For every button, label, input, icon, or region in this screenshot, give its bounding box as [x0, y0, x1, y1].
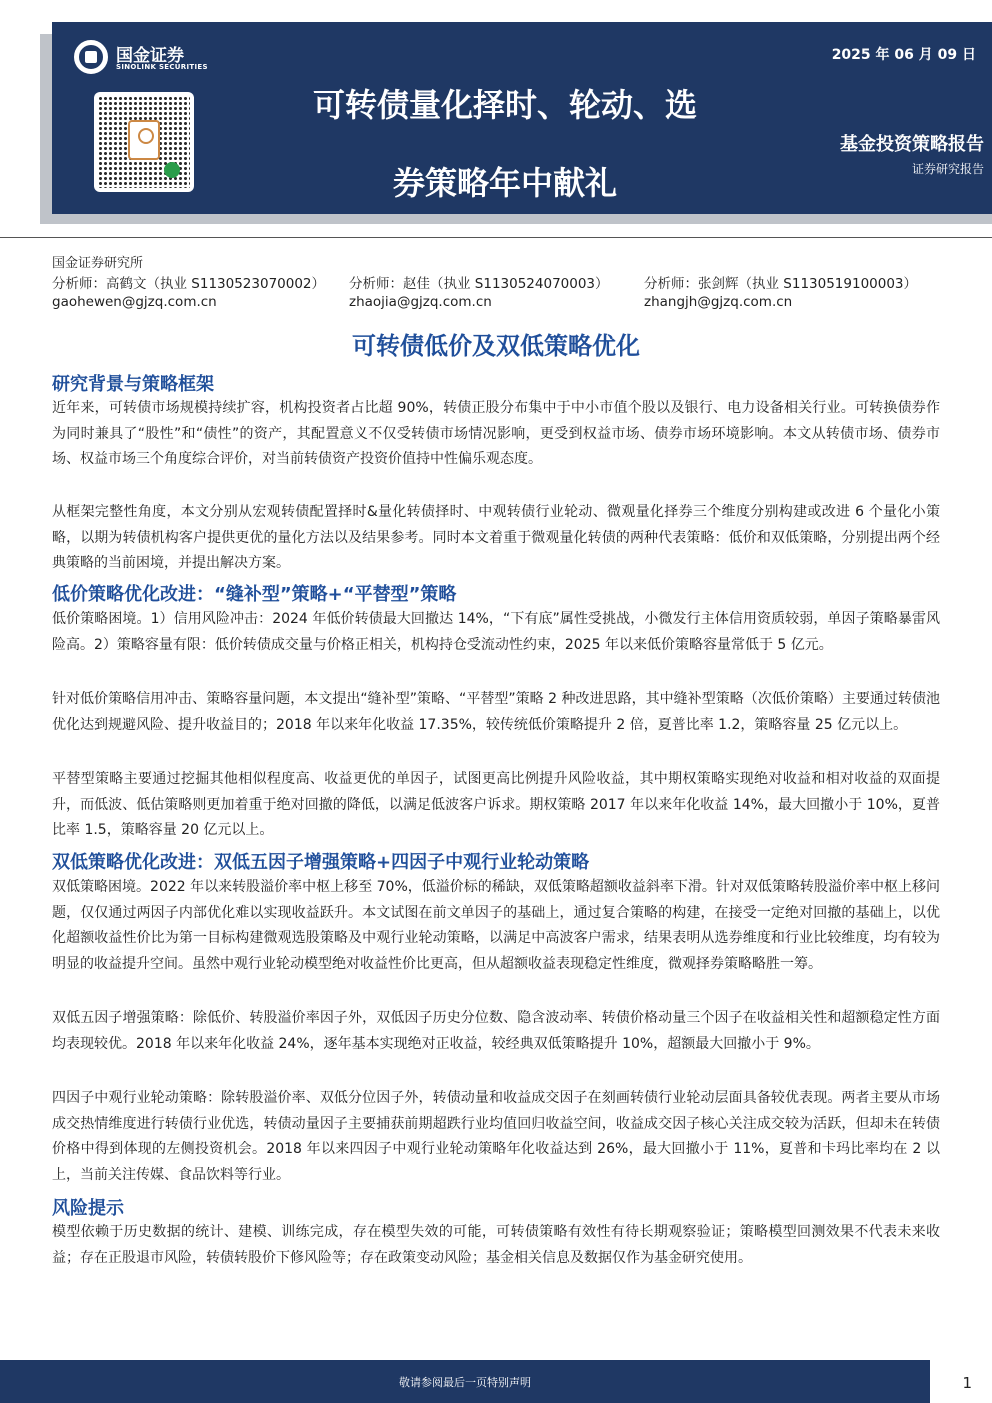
report-title-line2: 券策略年中献礼	[392, 164, 617, 202]
report-date: 2025 年 06 月 09 日	[831, 47, 976, 63]
report-title-line1: 可转债量化择时、轮动、选	[312, 86, 697, 124]
analyst-3-name: 分析师：张剑辉（执业 S1130519100003）	[644, 276, 918, 292]
paragraph: 双低五因子增强策略：除低价、转股溢价率因子外，双低因子历史分位数、隐含波动率、转债价格动量三个因子在收益相关性和超额稳定性方面均表现较优。2018 年以来年化收益 24%，逐年基本实现绝对正收益，较经典双低策略提升 10%，超额最大回撤小于 9%。	[52, 1010, 940, 1052]
header-divider	[0, 237, 992, 238]
analyst-1-email[interactable]: gaohewen@gjzq.com.cn	[52, 294, 217, 310]
qr-center-logo-icon	[128, 120, 160, 160]
company-logo	[74, 40, 234, 76]
paragraph: 模型依赖于历史数据的统计、建模、训练完成，存在模型失效的可能，可转债策略有效性有待长期观察验证；策略模型回测效果不代表未来收益；存在正股退市风险，转债转股价下修风险等；存在政策变动风险；基金相关信息及数据仅作为基金研究使用。	[52, 1224, 940, 1266]
paragraph: 近年来，可转债市场规模持续扩容，机构投资者占比超 90%，转债正股分布集中于中小市值个股以及银行、电力设备相关行业。可转换债券作为同时兼具了“股性”和“债性”的资产，其配置意义不仅受转债市场情况影响，更受到权益市场、债券市场环境影响。本文从转债市场、债券市场、权益市场三个角度综合评价，对当前转债资产投资价值持中性偏乐观态度。	[52, 400, 940, 468]
mini-program-badge-icon	[164, 162, 180, 178]
institute-name: 国金证券研究所	[52, 256, 144, 271]
footer-disclaimer-note: 敬请参阅最后一页特别声明	[399, 1376, 531, 1389]
paragraph: 双低策略困境。2022 年以来转股溢价率中枢上移至 70%，低溢价标的稀缺，双低策略超额收益斜率下滑。针对双低策略转股溢价率中枢上移问题，仅仅通过两因子内部优化难以实现收益跃升。本文试图在前文单因子的基础上，通过复合策略的构建，在接受一定绝对回撤的基础上，以优化超额收益性价比为第一目标构建微观选股策略及中观行业轮动策略，以满足中高波客户需求，结果表明从选券维度和行业比较维度，均有较为明显的收益提升空间。虽然中观行业轮动模型绝对收益性价比更高，但从超额收益表现稳定性维度，微观择券策略略胜一筹。	[52, 879, 940, 972]
logo-name-en: SINOLINK SECURITIES	[116, 63, 208, 71]
document-title: 可转债低价及双低策略优化	[352, 332, 640, 360]
report-title	[270, 66, 740, 222]
logo-name-cn: 国金证券	[116, 46, 184, 66]
analyst-2-email[interactable]: zhaojia@gjzq.com.cn	[349, 294, 492, 310]
section-heading-background: 研究背景与策略框架	[52, 374, 214, 395]
paragraph: 低价策略困境。1）信用风险冲击：2024 年低价转债最大回撤达 14%，“下有底”属性受挑战，小微发行主体信用资质较弱，单因子策略暴雷风险高。2）策略容量有限：低价转债成交量与价格正相关，机构持仓受流动性约束，2025 年以来低价策略容量常低于 5 亿元。	[52, 611, 940, 653]
paragraph: 平替型策略主要通过挖掘其他相似程度高、收益更优的单因子，试图更高比例提升风险收益，其中期权策略实现绝对收益和相对收益的双面提升，而低波、低估策略则更加着重于绝对回撤的降低，以满足低波客户诉求。期权策略 2017 年以来年化收益 14%，最大回撤小于 10%，夏普比率 1.5，策略容量 20 亿元以上。	[52, 771, 940, 839]
paragraph: 从框架完整性角度，本文分别从宏观转债配置择时&量化转债择时、中观转债行业轮动、微观量化择券三个维度分别构建或改进 6 个量化小策略，以期为转债机构客户提供更优的量化方法以及结果参考。同时本文着重于微观量化转债的两种代表策略：低价和双低策略，分别提出两个经典策略的当前困境，并提出解决方案。	[52, 504, 940, 572]
report-type: 基金投资策略报告	[840, 134, 984, 155]
qr-code-icon	[94, 92, 194, 192]
section-heading-double-low: 双低策略优化改进：双低五因子增强策略+四因子中观行业轮动策略	[52, 852, 590, 873]
section-heading-low-price: 低价策略优化改进：“缝补型”策略+“平替型”策略	[52, 584, 457, 605]
page-number: 1	[962, 1374, 972, 1392]
analyst-1-name: 分析师：高鹤文（执业 S1130523070002）	[52, 276, 326, 292]
analyst-3-email[interactable]: zhangjh@gjzq.com.cn	[644, 294, 793, 310]
paragraph: 针对低价策略信用冲击、策略容量问题，本文提出“缝补型”策略、“平替型”策略 2 种改进思路，其中缝补型策略（次低价策略）主要通过转债池优化达到规避风险、提升收益目的；2018 年以来年化收益 17.35%，较传统低价策略提升 2 倍，夏普比率 1.2，策略容量 25 亿元以上。	[52, 691, 940, 733]
analyst-2-name: 分析师：赵佳（执业 S1130524070003）	[349, 276, 609, 292]
report-subtype: 证券研究报告	[911, 162, 984, 176]
paragraph: 四因子中观行业轮动策略：除转股溢价率、双低分位因子外，转债动量和收益成交因子在刻画转债行业轮动层面具备较优表现。两者主要从市场成交热情维度进行转债行业优选，转债动量因子主要捕获前期超跌行业均值回归收益空间，收益成交因子核心关注成交较为活跃，但却未在转债价格中得到体现的左侧投资机会。2018 年以来四因子中观行业轮动策略年化收益达到 26%，最大回撤小于 11%，夏普和卡玛比率均在 2 以上，当前关注传媒、食品饮料等行业。	[52, 1090, 940, 1183]
section-heading-risk: 风险提示	[52, 1198, 124, 1219]
logo-mark-icon	[74, 40, 108, 74]
